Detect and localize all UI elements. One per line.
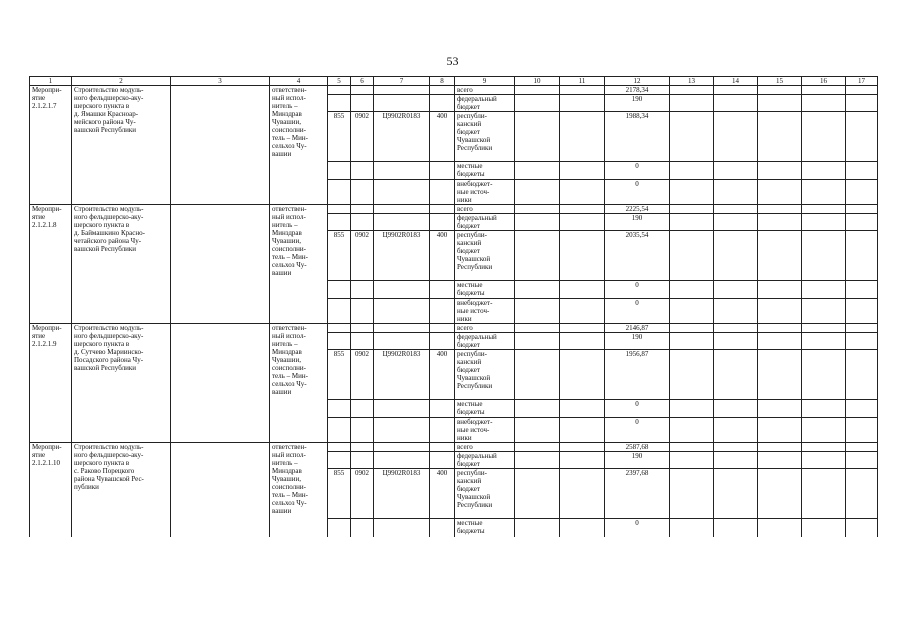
table-row bbox=[30, 86, 878, 95]
code-cell bbox=[374, 333, 430, 350]
column-11-cell bbox=[560, 469, 605, 519]
code-cell bbox=[430, 214, 455, 231]
code-cell bbox=[374, 205, 430, 214]
funding-source: всего bbox=[455, 205, 515, 214]
executors: ответствен- ный испол- нитель – Минздрав Чувашии, соисполни- тель – Мин- сельхоз Чу- вашии bbox=[270, 324, 328, 443]
funding-source: местные бюджеты bbox=[455, 400, 515, 418]
column-14-cell bbox=[714, 162, 758, 180]
column-14-cell bbox=[714, 281, 758, 299]
code-grbs: 855 bbox=[328, 231, 351, 281]
code-cell bbox=[430, 86, 455, 95]
funding-source: всего bbox=[455, 443, 515, 452]
column-3-cell bbox=[171, 443, 270, 537]
code-cell bbox=[328, 180, 351, 205]
column-10-cell bbox=[515, 231, 560, 281]
column-15-cell bbox=[758, 112, 802, 162]
measure-name: Строительство модуль- ного фельдшерско-аку- шерского пункта в д. Сутчево Мариинско- Посадского района Чу- вашской Республики bbox=[72, 324, 171, 443]
code-cell bbox=[351, 180, 374, 205]
column-11-cell bbox=[560, 333, 605, 350]
code-rzpr: 0902 bbox=[351, 112, 374, 162]
column-10-cell bbox=[515, 443, 560, 452]
column-16-cell bbox=[802, 86, 846, 95]
funding-source: республи- канский бюджет Чувашской Республики bbox=[455, 350, 515, 400]
code-cell bbox=[374, 214, 430, 231]
column-10-cell bbox=[515, 95, 560, 112]
column-number: 15 bbox=[758, 77, 802, 86]
column-10-cell bbox=[515, 180, 560, 205]
column-10-cell bbox=[515, 281, 560, 299]
column-16-cell bbox=[802, 333, 846, 350]
column-3-cell bbox=[171, 324, 270, 443]
column-15-cell bbox=[758, 214, 802, 231]
amount-local: 0 bbox=[605, 281, 670, 299]
code-cell bbox=[374, 299, 430, 324]
column-17-cell bbox=[846, 400, 878, 418]
code-cell bbox=[430, 281, 455, 299]
column-14-cell bbox=[714, 443, 758, 452]
measure-name: Строительство модуль- ного фельдшерско-аку- шерского пункта в д. Ямашки Красноар- мейского района Чу- вашской Республики bbox=[72, 86, 171, 205]
column-11-cell bbox=[560, 443, 605, 452]
column-11-cell bbox=[560, 180, 605, 205]
code-cell bbox=[430, 333, 455, 350]
code-cell bbox=[430, 205, 455, 214]
amount-extra: 0 bbox=[605, 418, 670, 443]
funding-source: федеральный бюджет bbox=[455, 333, 515, 350]
column-16-cell bbox=[802, 231, 846, 281]
funding-source: республи- канский бюджет Чувашской Республики bbox=[455, 231, 515, 281]
budget-table bbox=[29, 76, 878, 537]
column-number: 13 bbox=[670, 77, 714, 86]
code-cell bbox=[351, 418, 374, 443]
column-14-cell bbox=[714, 86, 758, 95]
funding-source: республи- канский бюджет Чувашской Республики bbox=[455, 112, 515, 162]
column-number: 14 bbox=[714, 77, 758, 86]
code-rzpr: 0902 bbox=[351, 350, 374, 400]
measure-id: Меропри- ятие 2.1.2.1.9 bbox=[30, 324, 72, 443]
column-15-cell bbox=[758, 469, 802, 519]
column-17-cell bbox=[846, 231, 878, 281]
column-13-cell bbox=[670, 452, 714, 469]
column-11-cell bbox=[560, 452, 605, 469]
column-15-cell bbox=[758, 452, 802, 469]
code-cell bbox=[351, 443, 374, 452]
column-number: 5 bbox=[328, 77, 351, 86]
amount-federal: 190 bbox=[605, 452, 670, 469]
code-cell bbox=[328, 281, 351, 299]
code-cell bbox=[328, 299, 351, 324]
code-cell bbox=[328, 324, 351, 333]
funding-source: внебюджет- ные источ- ники bbox=[455, 418, 515, 443]
column-15-cell bbox=[758, 299, 802, 324]
column-17-cell bbox=[846, 95, 878, 112]
code-cell bbox=[351, 162, 374, 180]
amount-local: 0 bbox=[605, 519, 670, 537]
column-11-cell bbox=[560, 324, 605, 333]
amount-total: 2178,34 bbox=[605, 86, 670, 95]
measure-name: Строительство модуль- ного фельдшерско-аку- шерского пункта в с. Раково Порецкого района Чувашской Рес- публики bbox=[72, 443, 171, 537]
column-13-cell bbox=[670, 95, 714, 112]
column-13-cell bbox=[670, 205, 714, 214]
code-cell bbox=[374, 443, 430, 452]
column-13-cell bbox=[670, 324, 714, 333]
column-13-cell bbox=[670, 180, 714, 205]
code-cell bbox=[328, 443, 351, 452]
column-13-cell bbox=[670, 86, 714, 95]
column-number: 16 bbox=[802, 77, 846, 86]
code-cell bbox=[328, 205, 351, 214]
column-11-cell bbox=[560, 418, 605, 443]
measure-id: Меропри- ятие 2.1.2.1.10 bbox=[30, 443, 72, 537]
column-number: 10 bbox=[515, 77, 560, 86]
column-16-cell bbox=[802, 281, 846, 299]
code-cell bbox=[351, 86, 374, 95]
column-14-cell bbox=[714, 299, 758, 324]
code-cell bbox=[430, 95, 455, 112]
column-17-cell bbox=[846, 418, 878, 443]
code-cell bbox=[374, 86, 430, 95]
code-grbs: 855 bbox=[328, 350, 351, 400]
funding-source: федеральный бюджет bbox=[455, 95, 515, 112]
column-15-cell bbox=[758, 519, 802, 537]
amount-republic: 2397,68 bbox=[605, 469, 670, 519]
column-3-cell bbox=[171, 205, 270, 324]
code-cell bbox=[328, 333, 351, 350]
column-11-cell bbox=[560, 95, 605, 112]
funding-source: местные бюджеты bbox=[455, 519, 515, 537]
code-cell bbox=[351, 452, 374, 469]
code-cell bbox=[374, 281, 430, 299]
column-3-cell bbox=[171, 86, 270, 205]
column-10-cell bbox=[515, 452, 560, 469]
code-cell bbox=[328, 519, 351, 537]
code-cell bbox=[430, 162, 455, 180]
code-csr: Ц9902R0183 bbox=[374, 112, 430, 162]
executors: ответствен- ный испол- нитель – Минздрав Чувашии, соисполни- тель – Мин- сельхоз Чу- вашии bbox=[270, 205, 328, 324]
funding-source: республи- канский бюджет Чувашской Республики bbox=[455, 469, 515, 519]
column-13-cell bbox=[670, 519, 714, 537]
column-11-cell bbox=[560, 519, 605, 537]
column-15-cell bbox=[758, 324, 802, 333]
code-csr: Ц9902R0183 bbox=[374, 469, 430, 519]
measure-id: Меропри- ятие 2.1.2.1.8 bbox=[30, 205, 72, 324]
column-14-cell bbox=[714, 205, 758, 214]
column-15-cell bbox=[758, 180, 802, 205]
executors: ответствен- ный испол- нитель – Минздрав Чувашии, соисполни- тель – Мин- сельхоз Чу- вашии bbox=[270, 86, 328, 205]
column-15-cell bbox=[758, 333, 802, 350]
code-cell bbox=[351, 400, 374, 418]
code-rzpr: 0902 bbox=[351, 231, 374, 281]
column-16-cell bbox=[802, 519, 846, 537]
code-cell bbox=[374, 180, 430, 205]
column-number: 17 bbox=[846, 77, 878, 86]
column-14-cell bbox=[714, 324, 758, 333]
column-16-cell bbox=[802, 95, 846, 112]
column-number: 12 bbox=[605, 77, 670, 86]
column-15-cell bbox=[758, 443, 802, 452]
code-cell bbox=[351, 324, 374, 333]
column-17-cell bbox=[846, 205, 878, 214]
column-15-cell bbox=[758, 281, 802, 299]
column-17-cell bbox=[846, 469, 878, 519]
column-15-cell bbox=[758, 95, 802, 112]
column-17-cell bbox=[846, 112, 878, 162]
column-10-cell bbox=[515, 324, 560, 333]
funding-source: всего bbox=[455, 86, 515, 95]
code-cell bbox=[351, 95, 374, 112]
column-14-cell bbox=[714, 519, 758, 537]
column-number: 1 bbox=[30, 77, 72, 86]
column-13-cell bbox=[670, 112, 714, 162]
code-cell bbox=[351, 519, 374, 537]
column-13-cell bbox=[670, 418, 714, 443]
code-csr: Ц9902R0183 bbox=[374, 231, 430, 281]
column-number: 6 bbox=[351, 77, 374, 86]
column-10-cell bbox=[515, 400, 560, 418]
column-13-cell bbox=[670, 400, 714, 418]
column-14-cell bbox=[714, 418, 758, 443]
funding-source: внебюджет- ные источ- ники bbox=[455, 299, 515, 324]
column-13-cell bbox=[670, 214, 714, 231]
column-10-cell bbox=[515, 519, 560, 537]
column-11-cell bbox=[560, 112, 605, 162]
code-cell bbox=[430, 324, 455, 333]
column-17-cell bbox=[846, 519, 878, 537]
column-17-cell bbox=[846, 180, 878, 205]
column-13-cell bbox=[670, 333, 714, 350]
column-10-cell bbox=[515, 112, 560, 162]
column-number: 8 bbox=[430, 77, 455, 86]
column-17-cell bbox=[846, 443, 878, 452]
code-vr: 400 bbox=[430, 469, 455, 519]
funding-source: федеральный бюджет bbox=[455, 452, 515, 469]
code-cell bbox=[351, 214, 374, 231]
code-cell bbox=[430, 452, 455, 469]
column-10-cell bbox=[515, 86, 560, 95]
column-16-cell bbox=[802, 205, 846, 214]
amount-federal: 190 bbox=[605, 95, 670, 112]
column-11-cell bbox=[560, 231, 605, 281]
code-cell bbox=[328, 214, 351, 231]
column-11-cell bbox=[560, 214, 605, 231]
column-14-cell bbox=[714, 400, 758, 418]
code-cell bbox=[328, 162, 351, 180]
column-16-cell bbox=[802, 469, 846, 519]
column-11-cell bbox=[560, 281, 605, 299]
column-10-cell bbox=[515, 333, 560, 350]
column-17-cell bbox=[846, 452, 878, 469]
code-cell bbox=[374, 400, 430, 418]
code-cell bbox=[328, 400, 351, 418]
code-vr: 400 bbox=[430, 231, 455, 281]
funding-source: внебюджет- ные источ- ники bbox=[455, 180, 515, 205]
amount-local: 0 bbox=[605, 162, 670, 180]
code-cell bbox=[430, 180, 455, 205]
measure-id: Меропри- ятие 2.1.2.1.7 bbox=[30, 86, 72, 205]
code-csr: Ц9902R0183 bbox=[374, 350, 430, 400]
column-11-cell bbox=[560, 400, 605, 418]
column-15-cell bbox=[758, 400, 802, 418]
column-number-row bbox=[30, 77, 878, 86]
funding-source: федеральный бюджет bbox=[455, 214, 515, 231]
column-16-cell bbox=[802, 112, 846, 162]
column-17-cell bbox=[846, 324, 878, 333]
column-16-cell bbox=[802, 324, 846, 333]
column-10-cell bbox=[515, 469, 560, 519]
column-number: 4 bbox=[270, 77, 328, 86]
column-16-cell bbox=[802, 214, 846, 231]
column-number: 2 bbox=[72, 77, 171, 86]
column-13-cell bbox=[670, 162, 714, 180]
column-15-cell bbox=[758, 205, 802, 214]
column-16-cell bbox=[802, 162, 846, 180]
amount-total: 2225,54 bbox=[605, 205, 670, 214]
column-15-cell bbox=[758, 231, 802, 281]
code-cell bbox=[351, 299, 374, 324]
column-14-cell bbox=[714, 333, 758, 350]
column-16-cell bbox=[802, 443, 846, 452]
column-14-cell bbox=[714, 214, 758, 231]
column-number: 7 bbox=[374, 77, 430, 86]
executors: ответствен- ный испол- нитель – Минздрав Чувашии, соисполни- тель – Мин- сельхоз Чу- вашии bbox=[270, 443, 328, 537]
code-cell bbox=[430, 519, 455, 537]
column-15-cell bbox=[758, 86, 802, 95]
code-vr: 400 bbox=[430, 112, 455, 162]
code-cell bbox=[430, 299, 455, 324]
column-13-cell bbox=[670, 443, 714, 452]
code-grbs: 855 bbox=[328, 112, 351, 162]
column-10-cell bbox=[515, 350, 560, 400]
amount-local: 0 bbox=[605, 400, 670, 418]
column-number: 9 bbox=[455, 77, 515, 86]
column-10-cell bbox=[515, 205, 560, 214]
column-17-cell bbox=[846, 281, 878, 299]
column-16-cell bbox=[802, 400, 846, 418]
column-10-cell bbox=[515, 299, 560, 324]
funding-source: местные бюджеты bbox=[455, 281, 515, 299]
funding-source: местные бюджеты bbox=[455, 162, 515, 180]
amount-total: 2146,87 bbox=[605, 324, 670, 333]
column-10-cell bbox=[515, 162, 560, 180]
column-10-cell bbox=[515, 214, 560, 231]
column-11-cell bbox=[560, 299, 605, 324]
code-grbs: 855 bbox=[328, 469, 351, 519]
column-15-cell bbox=[758, 350, 802, 400]
column-16-cell bbox=[802, 418, 846, 443]
code-cell bbox=[430, 418, 455, 443]
amount-federal: 190 bbox=[605, 333, 670, 350]
column-17-cell bbox=[846, 162, 878, 180]
column-13-cell bbox=[670, 299, 714, 324]
column-13-cell bbox=[670, 350, 714, 400]
column-17-cell bbox=[846, 350, 878, 400]
code-cell bbox=[374, 452, 430, 469]
column-14-cell bbox=[714, 469, 758, 519]
amount-republic: 1956,87 bbox=[605, 350, 670, 400]
column-number: 11 bbox=[560, 77, 605, 86]
column-11-cell bbox=[560, 162, 605, 180]
column-14-cell bbox=[714, 180, 758, 205]
code-rzpr: 0902 bbox=[351, 469, 374, 519]
column-14-cell bbox=[714, 95, 758, 112]
column-15-cell bbox=[758, 162, 802, 180]
amount-total: 2587,68 bbox=[605, 443, 670, 452]
column-11-cell bbox=[560, 86, 605, 95]
column-16-cell bbox=[802, 299, 846, 324]
table-row bbox=[30, 443, 878, 452]
column-14-cell bbox=[714, 112, 758, 162]
column-14-cell bbox=[714, 231, 758, 281]
code-cell bbox=[351, 333, 374, 350]
column-16-cell bbox=[802, 452, 846, 469]
code-vr: 400 bbox=[430, 350, 455, 400]
code-cell bbox=[374, 324, 430, 333]
amount-republic: 1988,34 bbox=[605, 112, 670, 162]
column-10-cell bbox=[515, 418, 560, 443]
column-13-cell bbox=[670, 231, 714, 281]
column-14-cell bbox=[714, 452, 758, 469]
code-cell bbox=[430, 400, 455, 418]
column-11-cell bbox=[560, 350, 605, 400]
column-16-cell bbox=[802, 350, 846, 400]
code-cell bbox=[328, 86, 351, 95]
column-16-cell bbox=[802, 180, 846, 205]
code-cell bbox=[374, 95, 430, 112]
funding-source: всего bbox=[455, 324, 515, 333]
code-cell bbox=[351, 281, 374, 299]
amount-extra: 0 bbox=[605, 180, 670, 205]
code-cell bbox=[328, 418, 351, 443]
code-cell bbox=[374, 519, 430, 537]
column-13-cell bbox=[670, 281, 714, 299]
code-cell bbox=[374, 162, 430, 180]
table-row bbox=[30, 324, 878, 333]
code-cell bbox=[351, 205, 374, 214]
measure-name: Строительство модуль- ного фельдшерско-аку- шерского пункта в д. Баймашкино Красно- четайского района Чу- вашской Республики bbox=[72, 205, 171, 324]
amount-republic: 2035,54 bbox=[605, 231, 670, 281]
amount-federal: 190 bbox=[605, 214, 670, 231]
column-number: 3 bbox=[171, 77, 270, 86]
column-15-cell bbox=[758, 418, 802, 443]
column-17-cell bbox=[846, 333, 878, 350]
amount-extra: 0 bbox=[605, 299, 670, 324]
column-14-cell bbox=[714, 350, 758, 400]
page-number: 53 bbox=[446, 54, 459, 68]
code-cell bbox=[328, 95, 351, 112]
column-13-cell bbox=[670, 469, 714, 519]
code-cell bbox=[430, 443, 455, 452]
column-17-cell bbox=[846, 86, 878, 95]
column-17-cell bbox=[846, 214, 878, 231]
column-11-cell bbox=[560, 205, 605, 214]
table-row bbox=[30, 205, 878, 214]
code-cell bbox=[374, 418, 430, 443]
column-17-cell bbox=[846, 299, 878, 324]
code-cell bbox=[328, 452, 351, 469]
